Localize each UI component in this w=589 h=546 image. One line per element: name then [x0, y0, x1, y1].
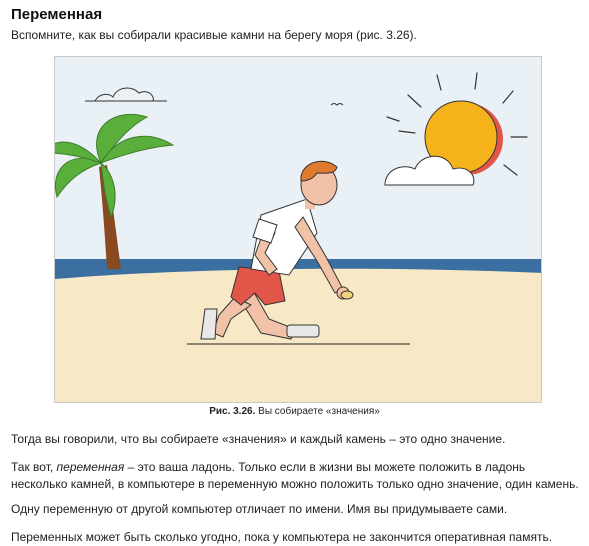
paragraph-values: Тогда вы говорили, что вы собираете «значения» и каждый камень – это одно значение.	[11, 432, 506, 446]
section-title: Переменная	[11, 6, 103, 23]
p2-term: переменная	[56, 460, 125, 474]
caption-text: Вы собираете «значения»	[255, 406, 380, 417]
paragraph-variable-name: Одну переменную от другой компьютер отличает по имени. Имя вы придумываете сами.	[11, 502, 508, 516]
paragraph-variable-count: Переменных может быть сколько угодно, пока у компьютера не закончится оперативная память.	[11, 530, 553, 544]
stone	[341, 291, 353, 299]
beach-illustration	[54, 56, 542, 403]
caption-label: Рис. 3.26.	[209, 406, 256, 417]
intro-text: Вспомните, как вы собирали красивые камни на берегу моря (рис. 3.26).	[11, 28, 417, 42]
p2-rest: – это ваша ладонь. Только если в жизни вы можете положить в ладонь несколько камней, в компьютере в переменную можно положить только одно значение, один камень.	[11, 460, 579, 491]
p2-prefix: Так вот,	[11, 460, 57, 474]
figure-caption	[0, 406, 589, 417]
paragraph-variable-definition	[11, 459, 583, 493]
